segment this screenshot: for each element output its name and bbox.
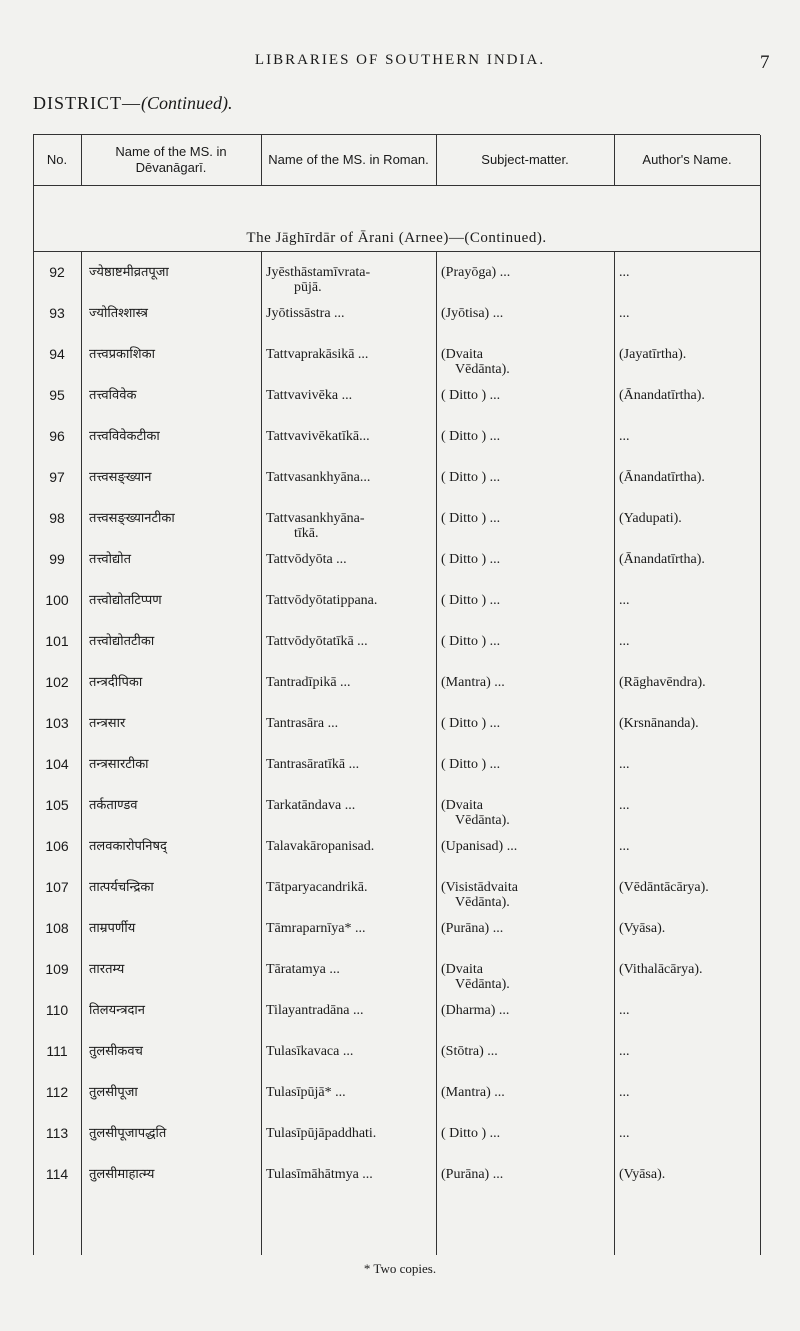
- devanagari-name: तत्त्वविवेकटीका: [89, 429, 160, 444]
- author-name: ...: [619, 1044, 630, 1059]
- subject-matter: (Dvaita: [441, 347, 483, 362]
- table-row: [33, 1085, 760, 1111]
- row-number: 114: [45, 1166, 69, 1182]
- devanagari-name: तन्त्रदीपिका: [89, 675, 143, 690]
- author-name: ...: [619, 839, 630, 854]
- roman-name: Tātparyacandrikā.: [266, 880, 368, 895]
- devanagari-name: तन्त्रसार: [89, 716, 126, 731]
- table-row: [33, 306, 760, 332]
- roman-name: Tattvasankhyāna...: [266, 470, 371, 485]
- subject-matter: (Purāna) ...: [441, 921, 504, 936]
- subject-matter: (Stōtra) ...: [441, 1044, 498, 1059]
- roman-name: Tulasīpūjā* ...: [266, 1085, 346, 1100]
- roman-name: Tarkatāndava ...: [266, 798, 356, 813]
- roman-name: Tantradīpikā ...: [266, 675, 351, 690]
- author-name: ...: [619, 429, 630, 444]
- district-heading-continued: (Continued).: [141, 93, 233, 113]
- subject-matter: ( Ditto ) ...: [441, 593, 501, 608]
- column-header-devanagari: Name of the MS. in Dēvanāgarī.: [115, 144, 227, 175]
- devanagari-name: तत्त्वविवेक: [89, 388, 137, 403]
- row-number: 109: [45, 961, 69, 977]
- table-row: [33, 921, 760, 947]
- devanagari-name: तुलसीमाहात्म्य: [89, 1167, 155, 1182]
- devanagari-name: ताम्रपर्णीय: [89, 921, 136, 936]
- row-number: 105: [45, 797, 69, 813]
- column-header-no: No.: [46, 152, 68, 167]
- roman-name: Tattvavivēka ...: [266, 388, 353, 403]
- table-row: [33, 1167, 760, 1193]
- table-border-right: [760, 135, 761, 1255]
- row-number: 106: [45, 838, 69, 854]
- row-number: 96: [49, 428, 65, 444]
- roman-name: Tattvaprakāsikā ...: [266, 347, 369, 362]
- subject-matter: (Dharma) ...: [441, 1003, 510, 1018]
- subject-continuation: Vēdānta).: [455, 813, 510, 828]
- subject-matter: (Dvaita: [441, 962, 483, 977]
- manuscript-table: [33, 134, 760, 1255]
- table-row: [33, 593, 760, 619]
- author-name: ...: [619, 757, 630, 772]
- subject-continuation: Vēdānta).: [455, 895, 510, 910]
- author-name: (Krsnānanda).: [619, 716, 699, 731]
- author-name: (Yadupati).: [619, 511, 682, 526]
- table-row: [33, 757, 760, 783]
- table-row: [33, 961, 760, 992]
- subject-matter: ( Ditto ) ...: [441, 634, 501, 649]
- table-row: [33, 716, 760, 742]
- author-name: (Ānandatīrtha).: [619, 470, 705, 485]
- roman-name: Tulasīkavaca ...: [266, 1044, 354, 1059]
- devanagari-name: तत्त्वप्रकाशिका: [89, 347, 155, 362]
- row-number: 97: [49, 469, 65, 485]
- table-row: [33, 470, 760, 496]
- devanagari-name: तलवकारोपनिषद्: [89, 839, 167, 854]
- author-name: (Jayatīrtha).: [619, 347, 687, 362]
- footnote: * Two copies.: [363, 1261, 437, 1276]
- row-number: 103: [45, 715, 69, 731]
- author-name: (Vyāsa).: [619, 1167, 666, 1182]
- table-row: [33, 634, 760, 660]
- roman-name: Tattvōdyōta ...: [266, 552, 347, 567]
- table-row: [33, 429, 760, 455]
- table-row: [33, 1044, 760, 1070]
- subject-matter: ( Ditto ) ...: [441, 757, 501, 772]
- devanagari-name: तर्कताण्डव: [89, 798, 138, 813]
- subject-matter: ( Ditto ) ...: [441, 388, 501, 403]
- author-name: ...: [619, 634, 630, 649]
- roman-name: Tantrasāra ...: [266, 716, 339, 731]
- subject-continuation: Vēdānta).: [455, 977, 510, 992]
- column-header-subject: Subject-matter.: [481, 152, 569, 167]
- author-name: (Vēdāntācārya).: [619, 880, 709, 895]
- author-name: ...: [619, 593, 630, 608]
- table-row: [33, 675, 760, 701]
- table-row: [33, 510, 760, 541]
- subject-matter: (Visistādvaita: [441, 880, 518, 895]
- subject-matter: (Mantra) ...: [441, 1085, 505, 1100]
- row-number: 104: [45, 756, 69, 772]
- running-head: LIBRARIES OF SOUTHERN INDIA.: [254, 52, 546, 68]
- roman-name: Jyōtissāstra ...: [266, 306, 345, 321]
- subject-matter: ( Ditto ) ...: [441, 1126, 501, 1141]
- subject-continuation: Vēdānta).: [455, 362, 510, 377]
- roman-name-continuation: tīkā.: [294, 526, 319, 541]
- row-number: 94: [49, 346, 65, 362]
- devanagari-name: तारतम्य: [89, 962, 125, 977]
- district-heading-prefix: DISTRICT—: [33, 93, 141, 113]
- subject-matter: (Jyōtisa) ...: [441, 306, 504, 321]
- roman-name: Jyēsthāstamīvrata-: [266, 265, 371, 280]
- subject-matter: (Prayōga) ...: [441, 265, 511, 280]
- author-name: ...: [619, 798, 630, 813]
- column-header-author: Author's Name.: [642, 152, 732, 167]
- author-name: ...: [619, 1085, 630, 1100]
- roman-name-continuation: pūjā.: [294, 280, 322, 295]
- subject-matter: (Upanisad) ...: [441, 839, 518, 854]
- row-number: 102: [45, 674, 69, 690]
- row-number: 110: [45, 1002, 69, 1018]
- roman-name: Tattvavivēkatīkā...: [266, 429, 370, 444]
- subject-matter: (Purāna) ...: [441, 1167, 504, 1182]
- row-number: 93: [49, 305, 65, 321]
- subject-matter: ( Ditto ) ...: [441, 716, 501, 731]
- devanagari-name: तुलसीकवच: [89, 1044, 143, 1059]
- table-row: [33, 1003, 760, 1029]
- devanagari-name: तत्त्वसङ्ख्यानटीका: [89, 511, 175, 526]
- table-row: [33, 552, 760, 578]
- row-number: 99: [49, 551, 65, 567]
- devanagari-name: तिलयन्त्रदान: [89, 1003, 146, 1018]
- subject-matter: (Dvaita: [441, 798, 483, 813]
- roman-name: Tulasīmāhātmya ...: [266, 1167, 373, 1182]
- row-number: 95: [49, 387, 65, 403]
- author-name: ...: [619, 306, 630, 321]
- author-name: ...: [619, 1003, 630, 1018]
- subject-matter: ( Ditto ) ...: [441, 470, 501, 485]
- header-rule: [33, 185, 760, 186]
- row-number: 113: [45, 1125, 69, 1141]
- subject-matter: ( Ditto ) ...: [441, 511, 501, 526]
- table-row: [33, 388, 760, 414]
- devanagari-name: ज्येष्ठाष्टमीव्रतपूजा: [89, 265, 169, 280]
- devanagari-name: तुलसीपूजा: [89, 1085, 138, 1100]
- author-name: (Vyāsa).: [619, 921, 666, 936]
- author-name: ...: [619, 265, 630, 280]
- devanagari-name: तात्पर्यचन्द्रिका: [89, 880, 154, 895]
- table-row: [33, 346, 760, 377]
- row-number: 112: [45, 1084, 69, 1100]
- column-header-roman: Name of the MS. in Roman.: [268, 152, 429, 167]
- table-row: [33, 1126, 760, 1152]
- row-number: 92: [49, 264, 65, 280]
- subject-matter: ( Ditto ) ...: [441, 552, 501, 567]
- section-title: The Jāghīrdār of Ārani (Arnee)—(Continued).: [246, 230, 547, 246]
- devanagari-name: ज्योतिश्शास्त्र: [89, 306, 148, 321]
- table-row: [33, 879, 760, 910]
- devanagari-name: तन्त्रसारटीका: [89, 757, 149, 772]
- author-name: (Vithalācārya).: [619, 962, 703, 977]
- district-heading: [33, 93, 233, 114]
- roman-name: Tattvōdyōtatīkā ...: [266, 634, 368, 649]
- author-name: ...: [619, 1126, 630, 1141]
- table-row: [33, 797, 760, 828]
- devanagari-name: तत्त्वोद्योत: [89, 552, 131, 567]
- roman-name: Tattvasankhyāna-: [266, 511, 365, 526]
- roman-name: Talavakāropanisad.: [266, 839, 375, 854]
- row-number: 101: [45, 633, 69, 649]
- devanagari-name: तत्त्वसङ्ख्यान: [89, 470, 152, 485]
- row-number: 111: [46, 1043, 68, 1059]
- roman-name: Tulasīpūjāpaddhati.: [266, 1126, 377, 1141]
- subject-matter: (Mantra) ...: [441, 675, 505, 690]
- row-number: 107: [45, 879, 69, 895]
- author-name: (Rāghavēndra).: [619, 675, 706, 690]
- author-name: (Ānandatīrtha).: [619, 388, 705, 403]
- roman-name: Tantrasāratīkā ...: [266, 757, 360, 772]
- row-number: 98: [49, 510, 65, 526]
- table-row: [33, 839, 760, 865]
- roman-name: Tāratamya ...: [266, 962, 340, 977]
- roman-name: Tilayantradāna ...: [266, 1003, 364, 1018]
- section-rule: [33, 251, 760, 252]
- devanagari-name: तत्त्वोद्योतटीका: [89, 634, 155, 649]
- roman-name: Tāmraparnīya* ...: [266, 921, 366, 936]
- table-row: [33, 264, 760, 295]
- devanagari-name: तुलसीपूजापद्धति: [89, 1126, 167, 1141]
- row-number: 100: [45, 592, 69, 608]
- author-name: (Ānandatīrtha).: [619, 552, 705, 567]
- page-number: 7: [760, 52, 770, 73]
- row-number: 108: [45, 920, 69, 936]
- devanagari-name: तत्त्वोद्योतटिप्पण: [89, 593, 162, 608]
- roman-name: Tattvōdyōtatippana.: [266, 593, 378, 608]
- subject-matter: ( Ditto ) ...: [441, 429, 501, 444]
